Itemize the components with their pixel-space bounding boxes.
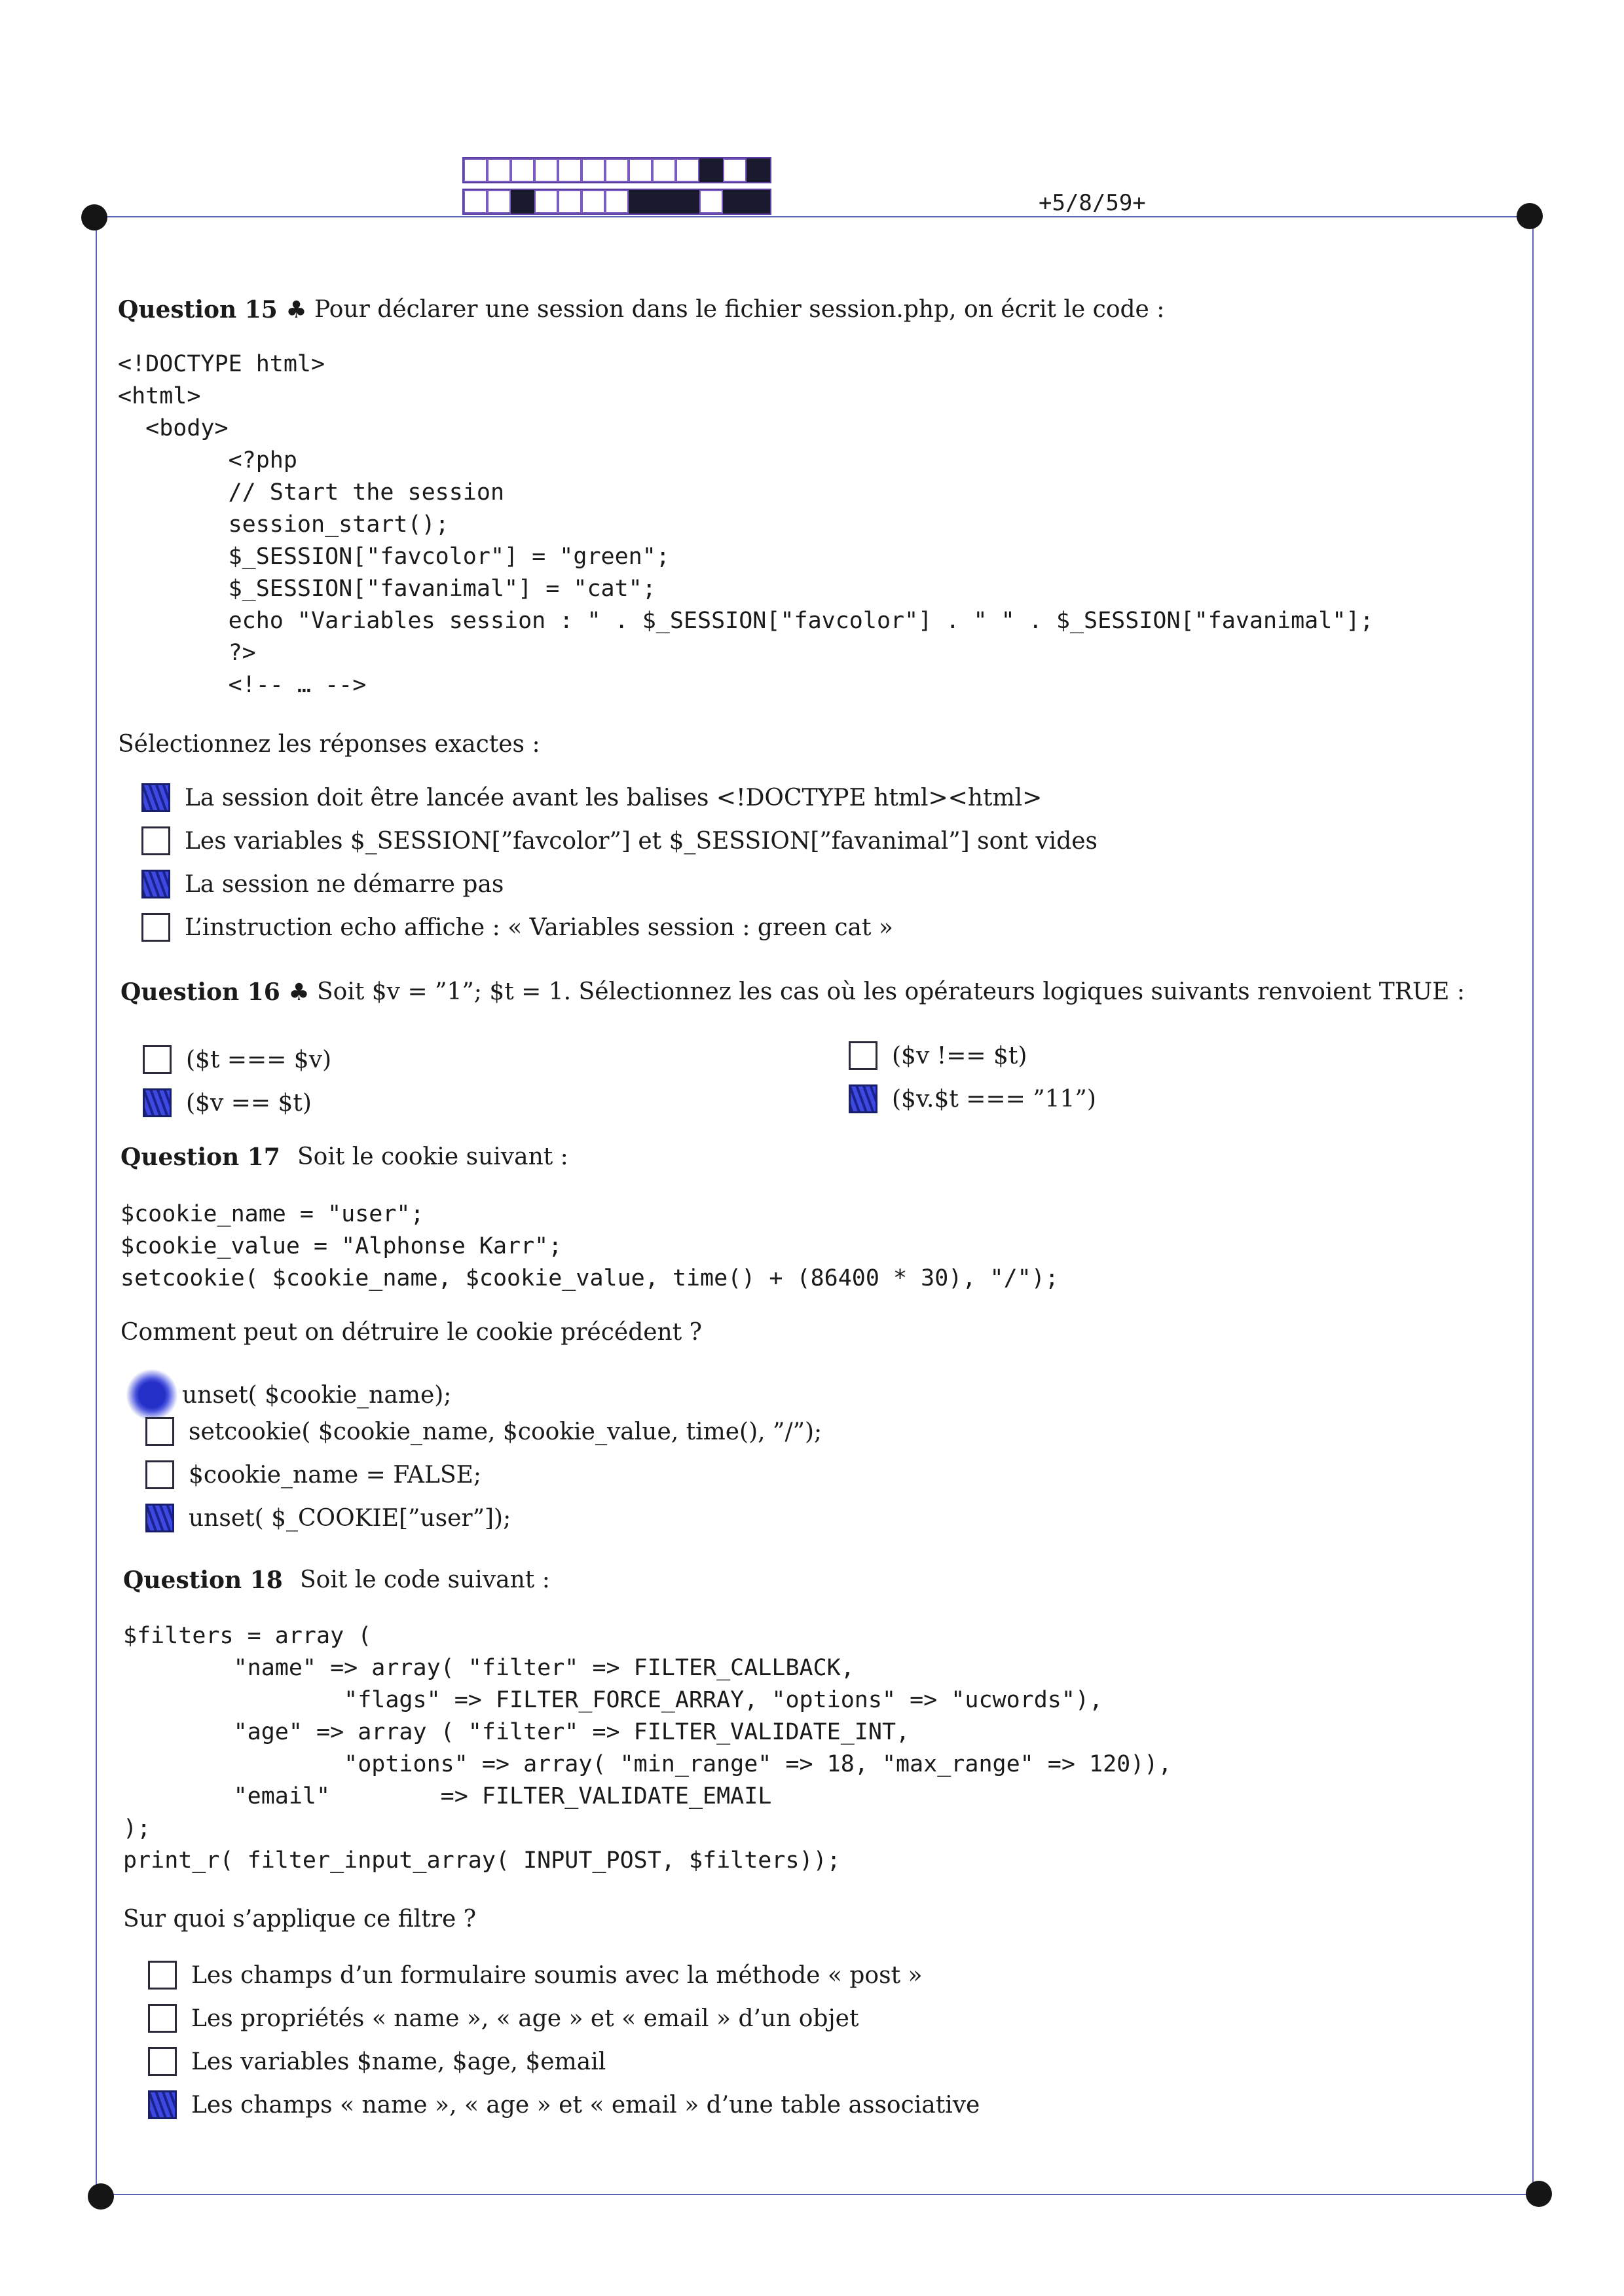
checkbox[interactable] [141, 783, 170, 812]
q17-title: Question 17 [120, 1143, 280, 1171]
barcode-row-1-cell [464, 158, 487, 182]
barcode-row-1-cell [676, 158, 699, 182]
q16-text: Soit $v = ”1”; $t = 1. Sélectionnez les cas où les opérateurs logiques suivants renvoient TRUE : [317, 978, 1466, 1005]
q18-option-1[interactable]: Les champs d’un formulaire soumis avec la méthode « post » [148, 1961, 923, 1990]
barcode-row-2-cell [699, 190, 723, 213]
barcode-row-1-cell [511, 158, 534, 182]
corner-marker-bottom-right [1526, 2181, 1552, 2207]
checkbox[interactable] [849, 1084, 877, 1113]
q15-option-1[interactable]: La session doit être lancée avant les balises <!DOCTYPE html><html> [141, 783, 1042, 812]
q16-option-4[interactable]: ($v.$t === ”11”) [849, 1084, 1096, 1113]
checkbox[interactable] [148, 1961, 177, 1990]
barcode-row-2-cell [534, 190, 558, 213]
club-icon: ♣ [286, 297, 307, 324]
q15-code: <!DOCTYPE html> <html> <body> <?php // Start the session session_start(); $_SESSION["favcolor"] = "green"; $_SESSION["favanimal"] = "cat"; echo "Variables session : " . $_SESSION["favcolor"] . " " . $_SESSION["favanimal"]; ?> <!-- … --> [118, 351, 1374, 698]
q16-title: Question 16 ♣ [120, 978, 310, 1006]
q18-prompt: Sur quoi s’applique ce filtre ? [123, 1906, 476, 1933]
checkbox[interactable] [141, 870, 170, 898]
barcode-row-1-cell [629, 158, 652, 182]
barcode-row-2-cell [558, 190, 581, 213]
checkbox[interactable] [145, 1417, 174, 1446]
barcode-row-2-cell [747, 190, 770, 213]
barcode-row-2-cell [652, 190, 676, 213]
q18-code: $filters = array ( "name" => array( "filter" => FILTER_CALLBACK, "flags" => FILTER_FORCE_ARRAY, "options" => "ucwords"), "age" => array ( "filter" => FILTER_VALIDATE_INT, "options" => array( "min_range" => 18, "max_range" => 120)), "email" => FILTER_VALIDATE_EMAIL ); print_r( filter_input_array( INPUT_POST, $filters)); [123, 1623, 1172, 1874]
barcode-row-2 [462, 189, 771, 215]
q15-title: Question 15 ♣ [118, 296, 307, 324]
q18-title: Question 18 [123, 1566, 283, 1594]
q15-option-4[interactable]: L’instruction echo affiche : « Variables session : green cat » [141, 913, 893, 942]
barcode-row-2-cell [581, 190, 605, 213]
barcode-row-2-cell [629, 190, 652, 213]
barcode-row-1-cell [699, 158, 723, 182]
barcode-row-1-cell [723, 158, 747, 182]
corner-marker-top-right [1517, 203, 1543, 229]
q15-option-3[interactable]: La session ne démarre pas [141, 870, 504, 898]
checkbox[interactable] [849, 1041, 877, 1070]
q18-option-2[interactable]: Les propriétés « name », « age » et « email » d’un objet [148, 2004, 858, 2033]
barcode-row-2-cell [676, 190, 699, 213]
q16-option-3[interactable]: ($v == $t) [143, 1088, 312, 1117]
barcode-row-1-cell [558, 158, 581, 182]
q16-option-2[interactable]: ($v !== $t) [849, 1041, 1027, 1070]
checkbox[interactable] [145, 1460, 174, 1489]
barcode-row-2-cell [464, 190, 487, 213]
club-icon: ♣ [288, 979, 310, 1006]
q17-code: $cookie_name = "user"; $cookie_value = "Alphonse Karr"; setcookie( $cookie_name, $cookie_value, time() + (86400 * 30), "/"); [120, 1201, 1059, 1291]
barcode-row-1 [462, 157, 771, 183]
checkbox[interactable] [143, 1045, 172, 1074]
barcode-row-2-cell [487, 190, 511, 213]
checkbox[interactable] [148, 2004, 177, 2033]
q15-option-2[interactable]: Les variables $_SESSION[”favcolor”] et $_SESSION[”favanimal”] sont vides [141, 826, 1098, 855]
q15-text: Pour déclarer une session dans le fichier session.php, on écrit le code : [314, 296, 1165, 323]
q17-option-1[interactable]: unset( $cookie_name); [145, 1369, 451, 1421]
checkbox[interactable] [141, 826, 170, 855]
barcode-row-2-cell [511, 190, 534, 213]
barcode-row-1-cell [534, 158, 558, 182]
q17-prompt: Comment peut on détruire le cookie précédent ? [120, 1319, 702, 1346]
checkbox[interactable] [141, 913, 170, 942]
q18-text: Soit le code suivant : [300, 1566, 550, 1593]
checkbox[interactable] [145, 1504, 174, 1532]
checkbox[interactable] [148, 2047, 177, 2076]
barcode-row-2-cell [723, 190, 747, 213]
page-id: +5/8/59+ [1039, 190, 1146, 216]
q16-option-1[interactable]: ($t === $v) [143, 1045, 331, 1074]
q15-prompt: Sélectionnez les réponses exactes : [118, 731, 540, 758]
barcode-row-2-cell [605, 190, 629, 213]
q18-option-4[interactable]: Les champs « name », « age » et « email » d’une table associative [148, 2090, 980, 2119]
checkbox[interactable] [126, 1369, 178, 1421]
barcode-row-1-cell [747, 158, 770, 182]
q18-option-3[interactable]: Les variables $name, $age, $email [148, 2047, 606, 2076]
q17-option-2[interactable]: setcookie( $cookie_name, $cookie_value, time(), ”/”); [145, 1417, 822, 1446]
corner-marker-top-left [81, 204, 107, 231]
corner-marker-bottom-left [88, 2183, 114, 2210]
q17-text: Soit le cookie suivant : [297, 1143, 568, 1170]
checkbox[interactable] [148, 2090, 177, 2119]
q17-option-3[interactable]: $cookie_name = FALSE; [145, 1460, 481, 1489]
barcode-row-1-cell [605, 158, 629, 182]
q17-option-4[interactable]: unset( $_COOKIE[”user”]); [145, 1504, 511, 1532]
checkbox[interactable] [143, 1088, 172, 1117]
barcode-row-1-cell [487, 158, 511, 182]
barcode-row-1-cell [581, 158, 605, 182]
barcode-row-1-cell [652, 158, 676, 182]
